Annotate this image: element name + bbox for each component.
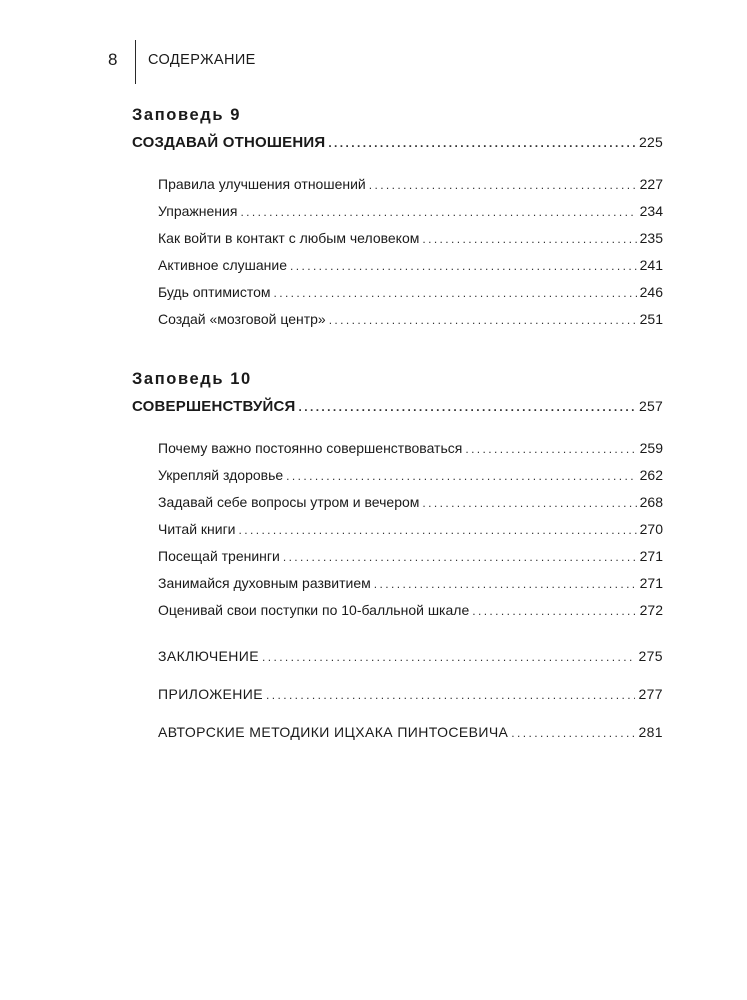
chapter-9-section <box>132 104 663 335</box>
dot-leader <box>472 600 636 622</box>
dot-leader <box>329 309 637 331</box>
toc-entry-label: Оценивай свои поступки по 10-балльной шкале <box>158 602 470 618</box>
toc-entry-label: Почему важно постоянно совершенствоваться <box>158 440 463 456</box>
dot-leader <box>273 282 636 304</box>
chapter-title: СОВЕРШЕНСТВУЙСЯ <box>132 398 296 415</box>
dot-leader <box>266 684 635 706</box>
dot-leader <box>511 722 635 744</box>
toc-entry-label: Как войти в контакт с любым человеком <box>158 230 420 246</box>
toc-entry[interactable] <box>158 518 663 545</box>
toc-entry[interactable] <box>158 464 663 491</box>
dot-leader <box>328 133 636 153</box>
page-ref: 270 <box>639 521 663 537</box>
toc-entry[interactable] <box>158 227 663 254</box>
chapter-label: Заповедь 9 <box>132 106 242 124</box>
page-ref: 257 <box>639 398 663 414</box>
toc-entry[interactable] <box>158 200 663 227</box>
page-ref: 271 <box>639 548 663 564</box>
toc-entry[interactable] <box>158 437 663 464</box>
dot-leader <box>422 228 636 250</box>
toc-entry-label: ПРИЛОЖЕНИЕ <box>158 686 264 702</box>
toc-entry-label: Посещай тренинги <box>158 548 280 564</box>
page-ref: 268 <box>639 494 663 510</box>
toc-entry-author-methods[interactable] <box>158 721 663 744</box>
dot-leader <box>262 646 635 668</box>
page-ref: 241 <box>639 257 663 273</box>
page-ref: 262 <box>639 467 663 483</box>
page-ref: 227 <box>639 176 663 192</box>
toc-entry-label: Укрепляй здоровье <box>158 467 284 483</box>
toc-entry-conclusion[interactable] <box>158 645 663 668</box>
toc-entry-label: Занимайся духовным развитием <box>158 575 371 591</box>
page-number: 8 <box>108 50 118 69</box>
toc-entry[interactable] <box>158 545 663 572</box>
page-ref: 277 <box>638 686 663 702</box>
toc-entry[interactable] <box>158 173 663 200</box>
toc-entry[interactable] <box>158 599 663 626</box>
dot-leader <box>239 519 637 541</box>
chapter-label: Заповедь 10 <box>132 370 252 388</box>
page-ref: 225 <box>639 134 663 150</box>
chapter-title: СОЗДАВАЙ ОТНОШЕНИЯ <box>132 134 326 151</box>
dot-leader <box>290 255 637 277</box>
toc-entry[interactable] <box>158 491 663 518</box>
dot-leader <box>465 438 636 460</box>
page-ref: 272 <box>639 602 663 618</box>
page-ref: 271 <box>639 575 663 591</box>
chapter-10-section <box>132 368 663 626</box>
dot-leader <box>299 397 637 417</box>
chapter-title-row[interactable] <box>132 396 663 417</box>
toc-entry[interactable] <box>158 572 663 599</box>
page-ref: 235 <box>639 230 663 246</box>
dot-leader <box>283 546 637 568</box>
toc-entry-label: Правила улучшения отношений <box>158 176 366 192</box>
page-ref: 246 <box>639 284 663 300</box>
toc-entry-label: Будь оптимистом <box>158 284 271 300</box>
dot-leader <box>286 465 636 487</box>
dot-leader <box>422 492 636 514</box>
toc-entry[interactable] <box>158 281 663 308</box>
back-matter-section <box>132 645 663 744</box>
toc-entry-appendix[interactable] <box>158 683 663 706</box>
page-ref: 275 <box>638 648 663 664</box>
toc-entry-label: Создай «мозговой центр» <box>158 311 326 327</box>
toc-entry[interactable] <box>158 254 663 281</box>
dot-leader <box>369 174 637 196</box>
toc-entry[interactable] <box>158 308 663 335</box>
page-ref: 259 <box>639 440 663 456</box>
toc-entry-label: ЗАКЛЮЧЕНИЕ <box>158 648 259 664</box>
dot-leader <box>374 573 637 595</box>
toc-entry-label: Упражнения <box>158 203 238 219</box>
chapter-title-row[interactable] <box>132 132 663 153</box>
page-ref: 234 <box>639 203 663 219</box>
dot-leader <box>240 201 636 223</box>
running-title: СОДЕРЖАНИЕ <box>148 52 256 68</box>
toc-entry-label: Задавай себе вопросы утром и вечером <box>158 494 420 510</box>
toc-entry-label: Активное слушание <box>158 257 288 273</box>
page-ref: 251 <box>639 311 663 327</box>
page-ref: 281 <box>638 724 663 740</box>
toc-entry-label: Читай книги <box>158 521 236 537</box>
header-divider <box>135 40 136 84</box>
toc-entry-label: АВТОРСКИЕ МЕТОДИКИ ИЦХАКА ПИНТОСЕВИЧА <box>158 724 509 740</box>
